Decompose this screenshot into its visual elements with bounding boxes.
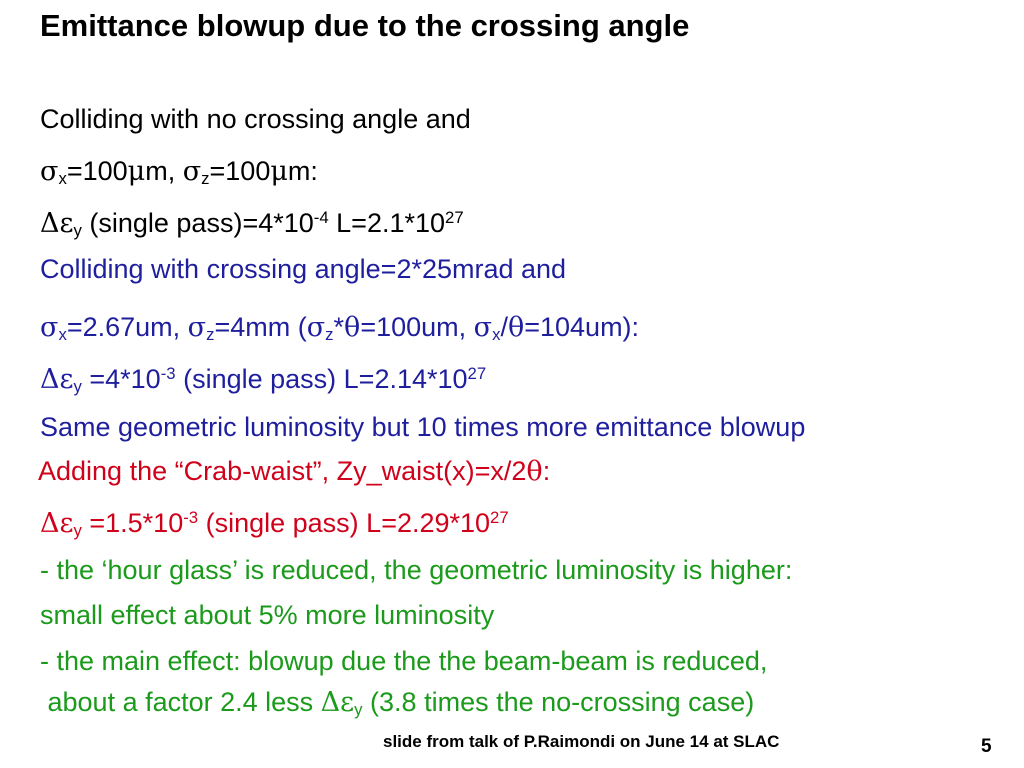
line-beam-sizes-no-crossing: $\sigma_x=100\mu m$, $\sigma_z=100\mu m$:	[40, 156, 318, 189]
exponent: -4	[313, 207, 329, 227]
sigma-symbol: σ	[40, 312, 59, 343]
subscript: y	[73, 521, 82, 541]
exponent: 27	[467, 363, 487, 383]
subscript: x	[58, 325, 67, 345]
sigma-symbol: σ	[40, 156, 59, 187]
theta-symbol: θ	[526, 456, 543, 487]
line-main-effect-note: - the main effect: blowup due the the beam-beam is reduced,	[40, 646, 768, 676]
exponent: 27	[445, 207, 464, 227]
mu-symbol: μ	[127, 156, 146, 187]
theta-symbol: θ	[507, 312, 525, 343]
sigma-symbol: σ	[306, 312, 326, 343]
delta-epsilon-symbol: Δε	[40, 208, 74, 239]
subscript: x	[58, 169, 67, 189]
subscript: z	[201, 169, 210, 189]
line-beam-sizes-crossing: $\sigma_x=2.67um$, $\sigma_z=4mm$ ($\sigma_z*\theta=100um$, $\sigma_x/\theta=104um$):	[40, 312, 640, 345]
subscript: z	[325, 325, 334, 345]
page-number: 5	[981, 736, 992, 757]
line-hour-glass-note: - the ‘hour glass’ is reduced, the geometric luminosity is higher:	[40, 555, 793, 585]
line-blowup-crossing: $\Delta\varepsilon_y =4*10^{-3}$ (single pass) $L=2.14*10^{27}$	[40, 363, 487, 397]
line-blowup-no-crossing: $\Delta\varepsilon_y$ (single $pass)=4*10^{-4}$ $L=2.1*10^{27}$	[40, 207, 464, 241]
theta-symbol: θ	[344, 312, 361, 343]
sigma-symbol: σ	[187, 312, 207, 343]
subscript: y	[73, 221, 82, 241]
delta-epsilon-symbol: Δε	[40, 364, 74, 395]
line-factor-note: about a factor 2.4 less $\Delta\varepsilon_y$ (3.8 times the no-crossing case)	[40, 687, 755, 720]
sigma-symbol: σ	[182, 156, 202, 187]
line-blowup-crab-waist: $\Delta\varepsilon_y =1.5*10^{-3}$ (single pass) $L=2.29*10^{27}$	[40, 507, 509, 541]
exponent: -3	[183, 507, 199, 527]
subscript: y	[354, 700, 363, 720]
sigma-symbol: σ	[473, 312, 493, 343]
line-small-effect-note: small effect about 5% more luminosity	[40, 600, 495, 630]
subscript: y	[73, 377, 82, 397]
line-same-luminosity-note: Same geometric luminosity but 10 times more emittance blowup	[40, 412, 806, 442]
subscript: x	[492, 325, 501, 345]
mu-symbol: μ	[270, 156, 288, 187]
line-crossing-intro: Colliding with crossing angle=2*25mrad and	[40, 254, 567, 284]
exponent: 27	[490, 507, 509, 527]
exponent: -3	[160, 363, 176, 383]
line-no-crossing-intro: Colliding with no crossing angle and	[40, 104, 471, 134]
delta-epsilon-symbol: Δε	[320, 687, 355, 718]
slide-title: Emittance blowup due to the crossing angle	[40, 8, 690, 43]
line-crab-waist-intro: Adding the “Crab-waist”, Zy_waist(x)=x/2θ:	[38, 456, 551, 487]
delta-epsilon-symbol: Δε	[40, 508, 74, 539]
subscript: z	[206, 325, 215, 345]
slide-footer-credit: slide from talk of P.Raimondi on June 14 at SLAC	[383, 732, 780, 751]
